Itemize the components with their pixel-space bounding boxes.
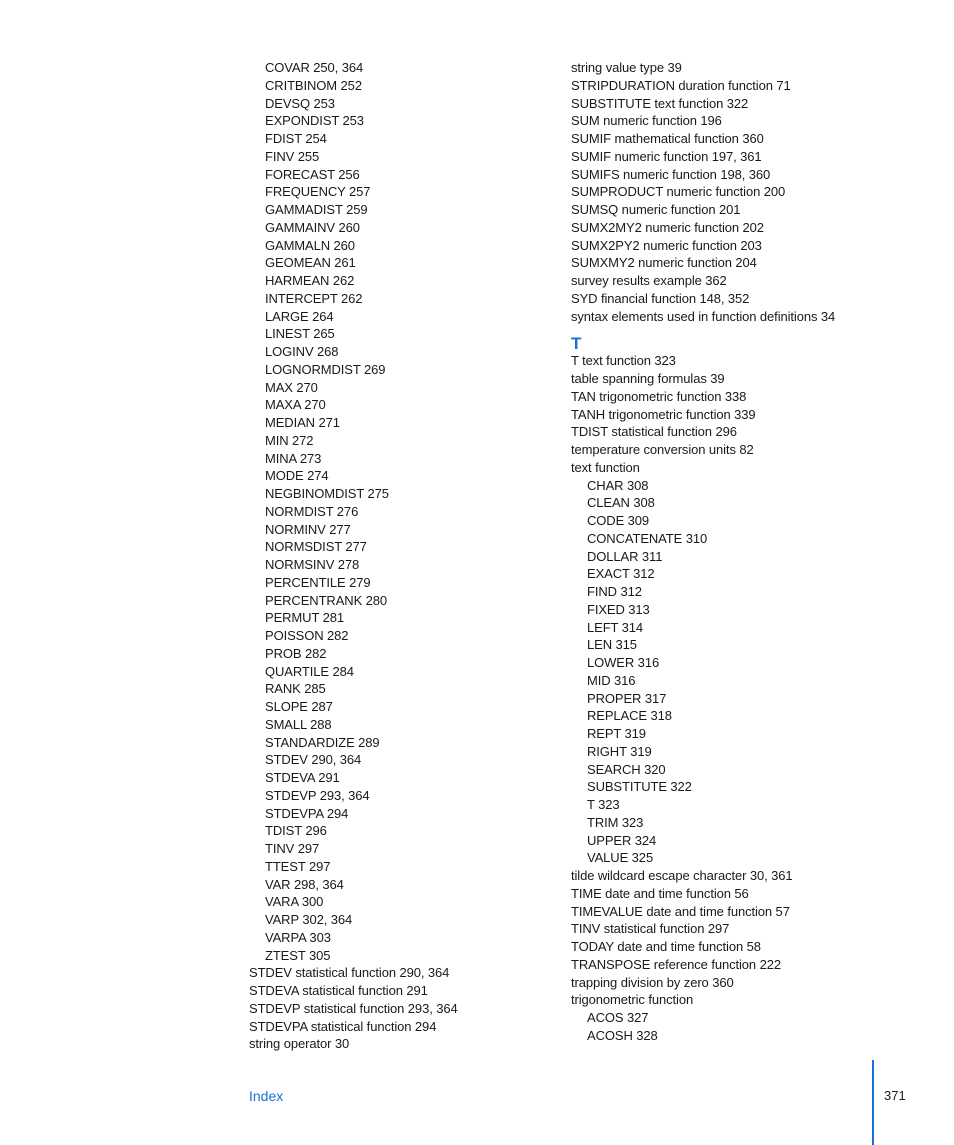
- index-entry: T text function 323: [571, 353, 676, 369]
- index-entry: SUMXMY2 numeric function 204: [571, 255, 757, 271]
- index-subentry: COVAR 250, 364: [265, 60, 364, 75]
- index-entry: STRIPDURATION duration function 71: [571, 77, 791, 93]
- index-subentry: CLEAN 308: [587, 495, 655, 511]
- index-subentry: GAMMADIST 259: [265, 202, 368, 217]
- index-subentry: POISSON 282: [265, 628, 349, 643]
- index-entry: SUMPRODUCT numeric function 200: [571, 184, 786, 200]
- index-entry: SUMX2PY2 numeric function 203: [571, 237, 762, 253]
- index-subentry: VARA 300: [265, 894, 324, 910]
- index-subentry: SLOPE 287: [265, 699, 333, 714]
- index-subentry: LARGE 264: [265, 308, 334, 324]
- index-subentry: QUARTILE 284: [265, 663, 354, 679]
- index-subentry: STDEV 290, 364: [265, 752, 362, 768]
- index-subentry: LOGINV 268: [265, 344, 339, 359]
- index-subentry: ZTEST 305: [265, 947, 331, 963]
- index-subentry: STDEVP 293, 364: [265, 787, 370, 803]
- index-subentry: CODE 309: [587, 513, 650, 528]
- index-subentry: EXACT 312: [587, 566, 655, 582]
- index-group-t: [571, 352, 911, 1044]
- index-entry: text function: [571, 459, 640, 475]
- index-subentry: LOGNORMDIST 269: [265, 361, 386, 377]
- index-subentry: PROPER 317: [587, 690, 667, 706]
- index-subentry: STDEVA 291: [265, 770, 340, 785]
- index-subentry: LEN 315: [587, 637, 637, 653]
- index-entry: SUMIF mathematical function 360: [571, 131, 764, 146]
- index-entry: TODAY date and time function 58: [571, 939, 761, 954]
- index-subentry: FORECAST 256: [265, 166, 360, 182]
- index-subentry: CHAR 308: [587, 477, 649, 493]
- page-number-rule: [872, 1060, 874, 1145]
- index-subentry: TRIM 323: [587, 814, 644, 830]
- index-entry: table spanning formulas 39: [571, 371, 725, 386]
- index-subentry: FIXED 313: [587, 601, 650, 617]
- index-entry: SUBSTITUTE text function 322: [571, 95, 749, 111]
- index-subentry: SMALL 288: [265, 716, 332, 732]
- index-subentry: INTERCEPT 262: [265, 290, 363, 306]
- index-subentry: UPPER 324: [587, 832, 657, 848]
- index-entry: TINV statistical function 297: [571, 921, 730, 937]
- index-subentry: MAXA 270: [265, 397, 326, 413]
- index-subentry: RIGHT 319: [587, 743, 652, 759]
- index-subentry: PROB 282: [265, 645, 327, 661]
- section-letter-t: T: [571, 334, 582, 354]
- index-subentry: TDIST 296: [265, 823, 327, 839]
- index-subentry: TTEST 297: [265, 858, 331, 874]
- index-entry: temperature conversion units 82: [571, 442, 754, 457]
- index-subentry: NORMSINV 278: [265, 557, 360, 572]
- index-subentry: GAMMALN 260: [265, 237, 355, 253]
- index-subentry: GAMMAINV 260: [265, 219, 360, 235]
- index-subentry: MAX 270: [265, 379, 318, 395]
- index-subentry: PERMUT 281: [265, 610, 344, 626]
- index-subentry: VARPA 303: [265, 929, 331, 945]
- index-entry: SUM numeric function 196: [571, 113, 722, 129]
- index-subentry: STDEVPA 294: [265, 805, 349, 821]
- index-entry: TIMEVALUE date and time function 57: [571, 903, 790, 919]
- index-subentry: MID 316: [587, 672, 636, 688]
- index-subentry: VALUE 325: [587, 850, 654, 866]
- index-subentry: TINV 297: [265, 841, 320, 856]
- index-subentry: SEARCH 320: [587, 761, 666, 777]
- index-subentry: NORMINV 277: [265, 521, 351, 537]
- index-subentry: FIND 312: [587, 584, 642, 599]
- index-subentry: DEVSQ 253: [265, 95, 335, 111]
- index-subentry: HARMEAN 262: [265, 273, 355, 288]
- index-subentry: RANK 285: [265, 681, 326, 697]
- index-entry: STDEV statistical function 290, 364: [249, 965, 450, 981]
- index-entry: TANH trigonometric function 339: [571, 406, 756, 422]
- index-subentry: STANDARDIZE 289: [265, 734, 380, 750]
- index-subentry: CONCATENATE 310: [587, 530, 708, 546]
- index-subentry: VARP 302, 364: [265, 912, 353, 927]
- index-subentry: MODE 274: [265, 468, 329, 484]
- index-entry: tilde wildcard escape character 30, 361: [571, 868, 793, 883]
- index-entry: trigonometric function: [571, 992, 694, 1008]
- index-entry: STDEVPA statistical function 294: [249, 1018, 437, 1034]
- index-subentry: ACOSH 328: [587, 1027, 658, 1043]
- index-entry: trapping division by zero 360: [571, 974, 734, 990]
- index-entry: TIME date and time function 56: [571, 885, 749, 901]
- index-subentry: LINEST 265: [265, 326, 335, 342]
- index-subentry: CRITBINOM 252: [265, 77, 362, 93]
- index-subentry: REPT 319: [587, 726, 646, 741]
- index-subentry: EXPONDIST 253: [265, 113, 364, 129]
- index-entry: survey results example 362: [571, 273, 727, 288]
- index-subentry: NEGBINOMDIST 275: [265, 486, 389, 501]
- index-subentry: MINA 273: [265, 450, 322, 466]
- index-entry: SUMSQ numeric function 201: [571, 202, 741, 217]
- index-subentry: ACOS 327: [587, 1010, 649, 1025]
- page-number: 371: [884, 1088, 906, 1103]
- index-entry: STDEVP statistical function 293, 364: [249, 1000, 458, 1016]
- index-subentry: MEDIAN 271: [265, 415, 340, 430]
- index-column-left: [249, 59, 549, 1053]
- index-subentry: FREQUENCY 257: [265, 184, 371, 200]
- index-entry: syntax elements used in function definitions 34: [571, 308, 836, 324]
- index-entry: SUMIF numeric function 197, 361: [571, 148, 762, 164]
- index-subentry: FINV 255: [265, 148, 320, 164]
- index-subentry: T 323: [587, 797, 620, 812]
- index-entry: SUMIFS numeric function 198, 360: [571, 166, 771, 182]
- index-subentry: PERCENTILE 279: [265, 574, 371, 590]
- index-subentry: VAR 298, 364: [265, 876, 344, 892]
- index-subentry: DOLLAR 311: [587, 548, 663, 564]
- index-entry: TAN trigonometric function 338: [571, 388, 747, 404]
- index-group-s-continued: [571, 59, 911, 325]
- index-entry: TDIST statistical function 296: [571, 424, 737, 440]
- index-entry: TRANSPOSE reference function 222: [571, 956, 781, 972]
- index-subentry: GEOMEAN 261: [265, 255, 356, 271]
- index-entry: STDEVA statistical function 291: [249, 983, 428, 998]
- index-subentry: SUBSTITUTE 322: [587, 779, 692, 795]
- index-subentry: MIN 272: [265, 432, 314, 448]
- index-subentry: REPLACE 318: [587, 708, 672, 724]
- index-subentry: FDIST 254: [265, 131, 327, 146]
- index-subentry: LEFT 314: [587, 619, 644, 635]
- index-column-right: [571, 59, 911, 1045]
- index-entry: SUMX2MY2 numeric function 202: [571, 219, 764, 235]
- index-subentry: PERCENTRANK 280: [265, 592, 388, 608]
- index-entry: string operator 30: [249, 1036, 350, 1052]
- index-entry: SYD financial function 148, 352: [571, 290, 750, 306]
- index-subentry: NORMDIST 276: [265, 503, 359, 519]
- index-subentry: LOWER 316: [587, 655, 660, 670]
- index-subentry: NORMSDIST 277: [265, 539, 367, 555]
- footer-section-label: Index: [249, 1088, 284, 1104]
- index-entry: string value type 39: [571, 60, 682, 75]
